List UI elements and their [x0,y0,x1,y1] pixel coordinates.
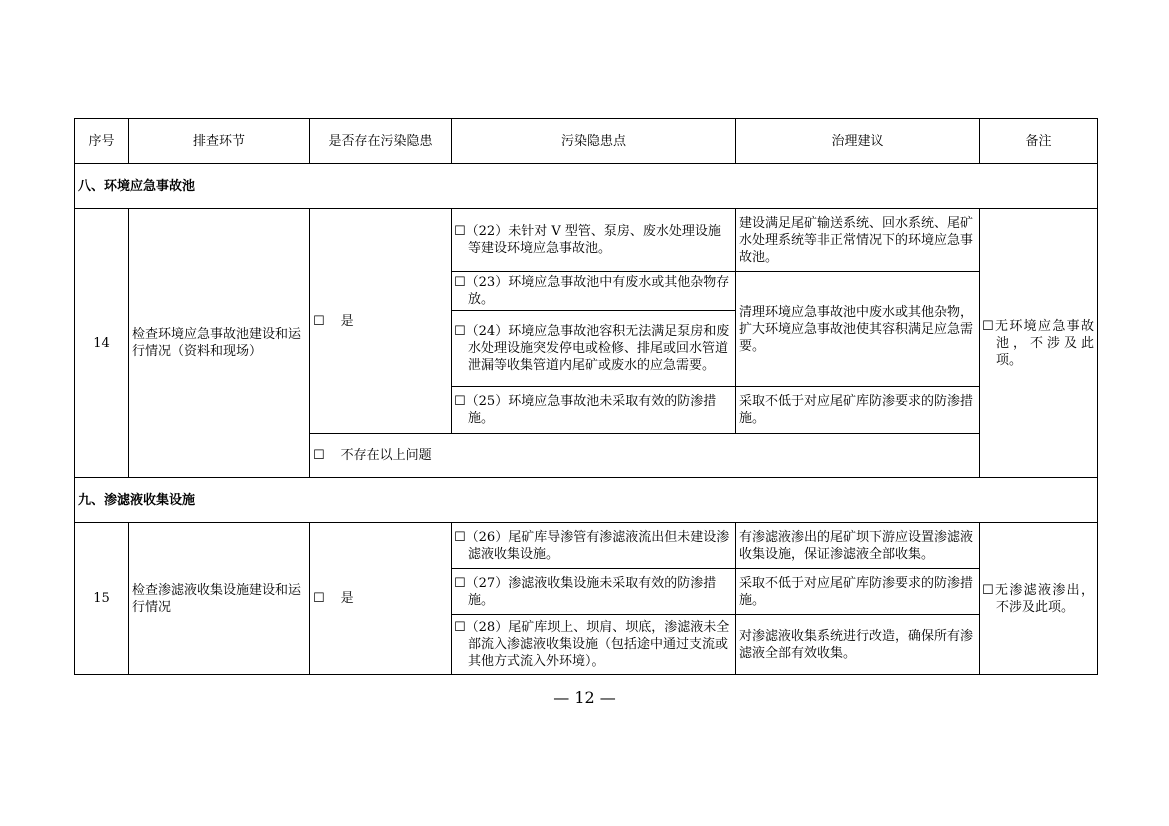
yes-label: 是 [340,591,354,606]
remark-text: 无渗滤液渗出，不涉及此项。 [993,582,1094,615]
yes-option[interactable] [310,523,452,675]
issue-item[interactable] [452,311,736,387]
advice-text: 清理环境应急事故池中废水或其他杂物，扩大环境应急事故池使其容积满足应急需要。 [736,272,980,387]
section-heading-row [75,478,1098,523]
advice-text: 对渗滤液收集系统进行改造，确保所有渗滤液全部有效收集。 [736,615,980,675]
section-title: 九、渗滤液收集设施 [75,478,1098,523]
header-remark: 备注 [980,119,1098,164]
issue-text: （27）渗滤液收集设施未采取有效的防渗措施。 [465,575,717,608]
issue-text: （23）环境应急事故池中有废水或其他杂物存放。 [465,275,730,307]
advice-text: 采取不低于对应尾矿库防渗要求的防渗措施。 [736,387,980,434]
header-advice: 治理建议 [736,119,980,164]
checkbox-icon[interactable]: ☐ [454,394,466,409]
checkbox-icon[interactable]: ☐ [454,529,466,545]
issue-item[interactable] [452,272,736,311]
row-number: 15 [75,523,129,675]
advice-text: 采取不低于对应尾矿库防渗要求的防渗措施。 [736,569,980,615]
check-step: 检查渗滤液收集设施建设和运行情况 [129,523,310,675]
checkbox-icon[interactable]: ☐ [982,582,994,598]
header-exists: 是否存在污染隐患 [310,119,452,164]
advice-text: 建设满足尾矿输送系统、回水系统、尾矿水处理系统等非正常情况下的环境应急事故池。 [736,209,980,272]
issue-item[interactable] [452,387,736,434]
page-number: — 12 — [553,688,616,707]
checkbox-icon[interactable]: ☐ [982,318,994,334]
issue-text: （24）环境应急事故池容积无法满足泵房和废水处理设施突发停电或检修、排尾或回水管道泄漏等收集管道内尾矿或废水的应急需要。 [465,324,730,373]
issue-item[interactable] [452,523,736,569]
remark-option[interactable] [980,209,1098,478]
section-heading-row [75,164,1098,209]
issue-item[interactable] [452,615,736,675]
table-header-row [75,119,1098,164]
header-no: 序号 [75,119,129,164]
header-point: 污染隐患点 [452,119,736,164]
header-step: 排查环节 [129,119,310,164]
issue-item[interactable] [452,209,736,272]
remark-text: 无环境应急事故池，不涉及此项。 [993,318,1094,368]
row-number: 14 [75,209,129,478]
checkbox-icon[interactable]: ☐ [313,313,325,329]
remark-option[interactable] [980,523,1098,675]
checkbox-icon[interactable]: ☐ [313,448,325,463]
none-option[interactable] [310,434,980,478]
issue-text: （25）环境应急事故池未采取有效的防渗措施。 [465,394,717,426]
advice-text: 有渗滤液渗出的尾矿坝下游应设置渗滤液收集设施，保证渗滤液全部收集。 [736,523,980,569]
yes-option[interactable] [310,209,452,434]
checkbox-icon[interactable]: ☐ [454,275,466,290]
issue-text: （28）尾矿库坝上、坝肩、坝底，渗滤液未全部流入渗滤液收集设施（包括途中通过支流或其他方式流入外环境）。 [465,620,730,669]
section-title: 八、环境应急事故池 [75,164,1098,209]
table-row [75,209,1098,272]
inspection-table [74,118,1098,675]
checkbox-icon[interactable]: ☐ [454,224,466,239]
issue-item[interactable] [452,569,736,615]
check-step: 检查环境应急事故池建设和运行情况（资料和现场） [129,209,310,478]
checkbox-icon[interactable]: ☐ [313,591,325,606]
issue-text: （26）尾矿库导渗管有渗滤液流出但未建设渗滤液收集设施。 [465,529,730,562]
issue-text: （22）未针对 V 型管、泵房、废水处理设施等建设环境应急事故池。 [465,224,721,256]
checkbox-icon[interactable]: ☐ [454,620,466,635]
yes-label: 是 [340,313,354,329]
checkbox-icon[interactable]: ☐ [454,324,466,339]
none-label: 不存在以上问题 [340,448,432,463]
table-row [75,523,1098,569]
checkbox-icon[interactable]: ☐ [454,575,466,591]
